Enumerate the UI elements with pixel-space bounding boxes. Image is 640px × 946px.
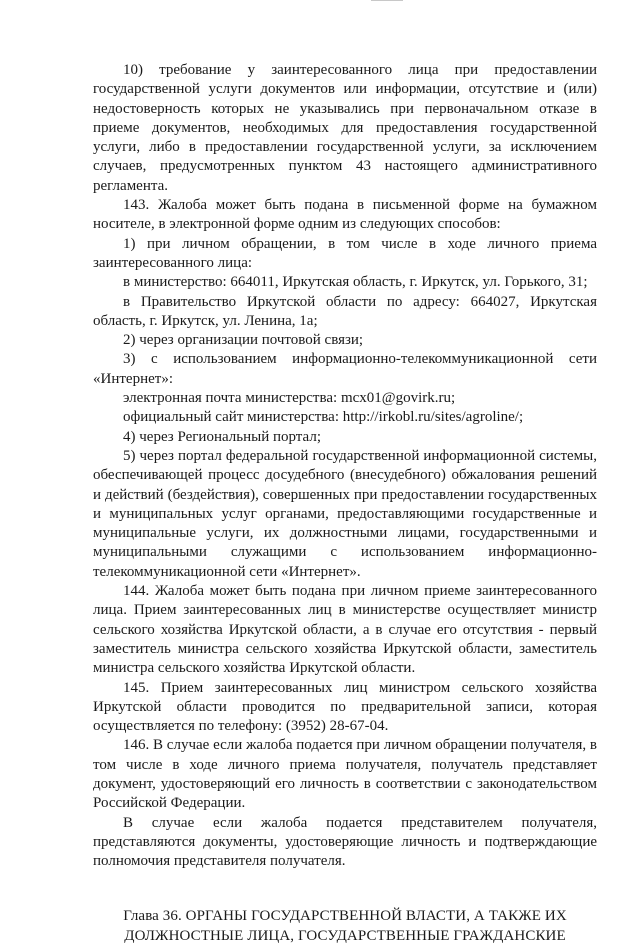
- paragraph-143-item-5: 5) через портал федеральной государственной информационной системы, обеспечивающей процесс досудебного (внесудебного) обжалования решений и действий (бездействия), совершенных при предоставлении государственных и муниципальных услуг органами, предоставляющими государственные и муниципальные услуги, их должностными лицами, государственными и муниципальными служащими с использованием информационно-телекоммуникационной сети «Интернет».: [93, 447, 597, 580]
- paragraph-item-10: 10) требование у заинтересованного лица при предоставлении государственной услуги документов или информации, отсутствие и (или) недостоверность которых не указывались при первоначальном отказе в приеме документов, необходимых для предоставления государственной услуги, либо в предоставлении государственной услуги, за исключением случаев, предусмотренных пунктом 43 настоящего административного регламента.: [93, 62, 597, 194]
- paragraph-ministry-address: в министерство: 664011, Иркутская область, г. Иркутск, ул. Горького, 31;: [123, 274, 588, 291]
- chapter-heading: [93, 906, 597, 946]
- paragraph-144: 144. Жалоба может быть подана при личном приеме заинтересованного лица. Прием заинтересованных лиц в министерстве осуществляет министр сельского хозяйства Иркутской области, а в случае его отсутствия - первый заместитель министра сельского хозяйства Иркутской области, заместитель министра сельского хозяйства Иркутской области.: [93, 583, 597, 677]
- chapter-heading-line-1: Глава 36. ОРГАНЫ ГОСУДАРСТВЕННОЙ ВЛАСТИ, А ТАКЖЕ ИХ: [123, 908, 567, 925]
- paragraph-146: 146. В случае если жалоба подается при личном обращении получателя, в том числе в ходе личного приема получателя, получатель представляет документ, удостоверяющий его личность в соответствии с законодательством Российской Федерации.: [93, 737, 597, 812]
- document-body: [93, 61, 597, 946]
- paragraph-government-address: в Правительство Иркутской области по адресу: 664027, Иркутская область, г. Иркутск, ул. Ленина, 1а;: [93, 293, 597, 329]
- paragraph-ministry-website: официальный сайт министерства: http://irkobl.ru/sites/agroline/;: [123, 409, 524, 426]
- scan-edge-mark: [371, 0, 403, 1]
- paragraph-representative: В случае если жалоба подается представителем получателя, представляются документы, удостоверяющие личность и подтверждающие полномочия представителя получателя.: [93, 814, 597, 870]
- paragraph-ministry-email: электронная почта министерства: mcx01@govirk.ru;: [123, 390, 456, 407]
- chapter-heading-line-2: ДОЛЖНОСТНЫЕ ЛИЦА, ГОСУДАРСТВЕННЫЕ ГРАЖДАНСКИЕ: [124, 928, 566, 945]
- paragraph-145: 145. Прием заинтересованных лиц министром сельского хозяйства Иркутской области проводится по предварительной записи, которая осуществляется по телефону: (3952) 28-67-04.: [93, 679, 597, 735]
- paragraph-143-item-2: 2) через организации почтовой связи;: [123, 332, 364, 349]
- paragraph-143-item-1: 1) при личном обращении, в том числе в ходе личного приема заинтересованного лица:: [93, 235, 597, 271]
- paragraph-143-item-4: 4) через Региональный портал;: [123, 428, 321, 445]
- paragraph-143: 143. Жалоба может быть подана в письменной форме на бумажном носителе, в электронной форме одним из следующих способов:: [93, 197, 597, 233]
- paragraph-143-item-3: 3) с использованием информационно-телекоммуникационной сети «Интернет»:: [93, 351, 597, 387]
